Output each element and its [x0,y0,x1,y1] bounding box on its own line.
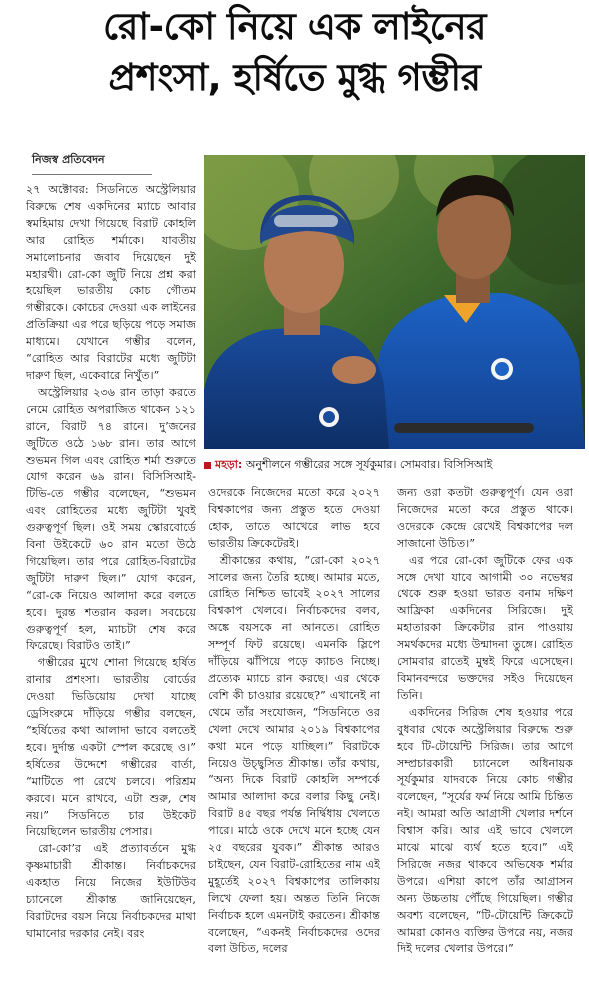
paragraph: ২৭ অক্টোবর: সিডনিতে অস্ট্রেলিয়ার বিরুদ্ধে শেষ একদিনের ম্যাচে আবার স্বমহিমায় দেখা গিয়েছে বিরাট কোহলি আর রোহিত শর্মাকে। যাবতীয় সমালোচনার জবাব দিয়েছেন দুই মহারথী। রো-কো জুটি নিয়ে প্রশ্ন করা হয়েছিল ভারতীয় কোচ গৌতম গম্ভীরকে। কোচের দেওয়া এক লাইনের প্রতিক্রিয়া এর পরে ছড়িয়ে পড়ে সমাজ মাধ্যমে। যেখানে গম্ভীর বলেন, “রোহিত আর বিরাটের মধ্যে জুটিটা দারুণ ছিল, একেবারে নিখুঁত।” [26,183,196,382]
article-column-1 [26,182,196,992]
headline-line-1: রো-কো নিয়ে এক লাইনের [103,5,486,48]
headline [0,4,589,102]
paragraph: এর পরে রো-কো জুটিকে ফের এক সঙ্গে দেখা যাবে আগামী ৩০ নভেম্বর থেকে শুরু হওয়া ভারত বনাম দক্ষিণ আফ্রিকা একদিনের সিরিজে। দুই মহাতারকা ক্রিকেটার রান পাওয়ায় সমর্থকদের মধ্যে উন্মাদনা তুঙ্গে। রোহিত সোমবার রাতেই মুম্বই ফিরে এসেছেন। বিমানবন্দরে ভক্তদের সইও দিয়েছেন তিনি। [397,553,573,702]
paragraph: একদিনের সিরিজ শেষ হওয়ার পরে বুধবার থেকে অস্ট্রেলিয়ার বিরুদ্ধে শুরু হবে টি-টোয়েন্টি সিরিজ। তার আগে সম্প্রচারকারী চ্যানেলে অধিনায়ক সূর্যকুমার যাদবকে নিয়ে কোচ গম্ভীর বলেছেন, “সূর্যের ফর্ম নিয়ে আমি চিন্তিত নই। আমরা অতি আগ্রাসী খেলার দর্শনে বিশ্বাস করি। আর এই ভাবে খেললে মাঝে মাঝে ব্যর্থ হতে হবে।” এই সিরিজে নজর থাকবে অভিষেক শর্মার উপরে। এশিয়া কাপে তাঁর আগ্রাসন অন্য উচ্চতায় পৌঁছে গিয়েছিল। গম্ভীর অবশ্য বলেছেন, “টি-টোয়েন্টি ক্রিকেটে আমরা কোনও ব্যক্তির উপরে নয়, নজর দিই দলের খেলার উপরে।” [397,705,573,956]
paragraph: অস্ট্রেলিয়ার ২৩৬ রান তাড়া করতে নেমে রোহিত অপরাজিত থাকেন ১২১ রানে, বিরাট ৭৪ রানে। দু’জনের জুটিতে ওঠে ১৬৮ রান। তার আগে শুভমন গিল এবং রোহিত শর্মা শুরুতে যোগ করেন ৬৯ রান। বিসিসিআই-টিভি-তে গম্ভীর বলেছেন, “শুভমন এবং রোহিতের মধ্যে জুটিটা খুবই গুরুত্বপূর্ণ ছিল। ওই সময় স্কোরবোর্ডে বিনা উইকেটে ৬০ রান মতো উঠে গিয়েছিল। তার পরে রোহিত-বিরাটের জুটিটা দারুণ ছিল।” যোগ করেন, “রো-কে নিয়েও আলাদা করে বলতে হবে। দুরন্ত শতরান করল। সবচেয়ে গুরুত্বপূর্ণ হল, ম্যাচটা শেষ করে ফিরেছে। বিরাটও তাই।” [26,385,196,653]
article-column-2 [208,485,380,992]
news-photo [204,155,585,449]
paragraph: ওদেরকে নিজেদের মতো করে ২০২৭ বিশ্বকাপের জন্য প্রস্তুত হতে দেওয়া হোক, তাতে আখেরে লাভ হবে ভারতীয় ক্রিকেটেরই। [208,486,380,550]
headline-line-2: প্রশংসা, হর্ষিতে মুগ্ধ গম্ভীর [108,56,481,99]
article-column-3 [397,485,573,992]
paragraph: রো-কো’র এই প্রত্যাবর্তনে মুগ্ধ কৃষ্ণমাচারী শ্রীকান্ত। নির্বাচকদের একহাত নিয়ে নিজের ইউটিউব চ্যানেলে শ্রীকান্ত জানিয়েছেন, বিরাটদের বয়স নিয়ে নির্বাচকদের মাথা ঘামানোর দরকার নেই। বরং [26,842,196,940]
paragraph: জন্য ওরা কতটা গুরুত্বপূর্ণ। যেন ওরা নিজেদের মতো করে প্রস্তুত থাকে। ওদেরকে কেন্দ্রে রেখেই বিশ্বকাপের দল সাজানো উচিত।” [397,486,573,550]
news-photo-illustration [204,155,585,449]
caption-marker [204,462,211,469]
caption-text: অনুশীলনে গম্ভীরের সঙ্গে সূর্যকুমার। সোমবার। বিসিসিআই [242,458,493,471]
photo-caption [204,455,585,475]
paragraph: গম্ভীরের মুখে শোনা গিয়েছে হর্ষিত রানার প্রশংসা। ভারতীয় বোর্ডের দেওয়া ভিডিয়োয় দেখা যাচ্ছে ড্রেসিংরুমে দাঁড়িয়ে গম্ভীর বলছেন, “হর্ষিতের কথা আলাদা ভাবে বলতেই হবে। দুর্দান্ত একটা স্পেল করেছে ও।” হর্ষিতের উদ্দেশে গম্ভীরের বার্তা, “মাটিতে পা রেখে চলবে। পরিশ্রম করবে। মনে রাখবে, এটা শুরু, শেষ নয়।” সিডনিতে চার উইকেট নিয়েছিলেন ভারতীয় পেসার। [26,656,196,839]
paragraph: শ্রীকান্তের কথায়, “রো-কো ২০২৭ সালের জন্য তৈরি হচ্ছে। আমার মতে, রোহিত নিশ্চিত ভাবেই ২০২৭ সালের বিশ্বকাপ খেলবে। নির্বাচকদের বলব, অঙ্কে বয়সকে না আনতে। রোহিত সম্পূর্ণ ফিট রয়েছে। এমনকি স্লিপে দাঁড়িয়ে ঝাঁপিয়ে পড়ে ক্যাচও নিচ্ছে। প্রত্যেক ম্যাচে রান করছে। এর থেকে বেশি কী চাওয়ার রয়েছে?” এখানেই না থেমে তাঁর সংযোজন, “সিডনিতে ওর খেলা দেখে আমার ২০১৯ বিশ্বকাপের কথা মনে পড়ে যাচ্ছিল।” বিরাটকে নিয়েও উচ্ছ্বসিত শ্রীকান্ত। তাঁর কথায়, “অন্য দিকে বিরাট কোহলি সম্পর্কে আমার আলাদা করে বলার কিছু নেই। বিরাট ৪৫ বছর পর্যন্ত নির্দ্বিধায় খেলতে পারে। মাঠে ওকে দেখে মনে হচ্ছে যেন ২৫ বছরের যুবক।” শ্রীকান্ত আরও চাইছেন, যেন বিরাট-রোহিতের নাম এই মুহূর্তেই ২০২৭ বিশ্বকাপের তালিকায় লিখে ফেলা হয়। অন্তত তিনি নিজে নির্বাচক হলে এমনটাই করতেন। শ্রীকান্ত বলেছেন, “একনই নির্বাচকদের ওদের বলা উচিত, দলের [208,553,380,956]
caption-tag: মহড়া: [215,458,243,471]
byline: নিজস্ব প্রতিবেদন [32,151,152,175]
